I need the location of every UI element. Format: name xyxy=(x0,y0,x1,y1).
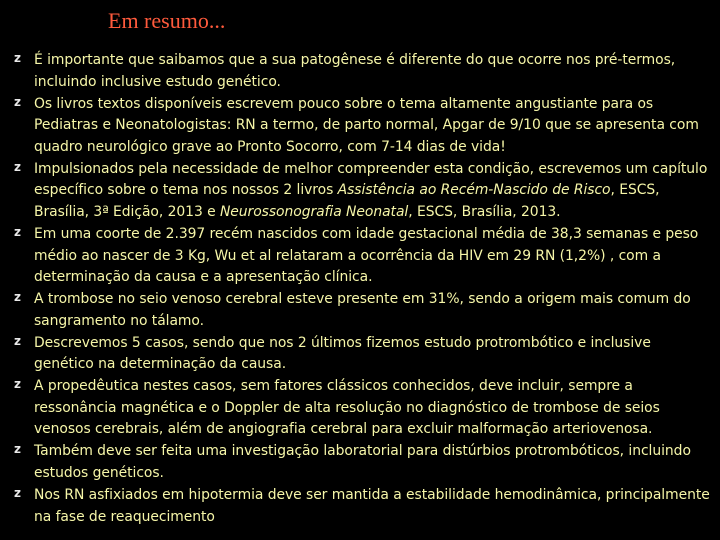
bullet-icon: z xyxy=(14,51,21,65)
bullet-list xyxy=(14,50,710,529)
bullet-item-9 xyxy=(14,485,710,528)
bullet-icon: z xyxy=(14,377,21,392)
bullet-text: Nos RN asfixiados em hipotermia deve ser mantida a estabilidade hemodinâmica, principalmente na fase de reaquecimento xyxy=(34,487,710,525)
bullet-item-5 xyxy=(14,289,710,332)
slide-title: Em resumo... xyxy=(108,8,226,33)
bullet-icon: z xyxy=(14,224,21,239)
book-title-1: Assistência ao Recém-Nascido de Risco xyxy=(337,182,611,199)
bullet-icon: z xyxy=(14,159,21,174)
bullet-text: É importante que saibamos que a sua patogênese é diferente do que ocorre nos pré-termos, incluindo inclusive estudo genético. xyxy=(34,52,676,90)
bullet-item-3 xyxy=(14,159,710,224)
book-title-2: Neurossonografia Neonatal xyxy=(219,203,409,220)
bullet-text-part: Impulsionados pela necessidade de melhor compreender esta condição, escrevemos um capítulo específico sobre o tema nos nossos 2 livros xyxy=(34,160,708,199)
bullet-item-6 xyxy=(14,333,710,376)
bullet-text: A propedêutica nestes casos, sem fatores clássicos conhecidos, deve incluir, sempre a ressonância magnética e o Doppler de alta resolução no diagnóstico de trombose de seios venosos cerebrais, além de angiografia cerebral para excluir malformação arteriovenosa. xyxy=(34,378,660,438)
bullet-text: Também deve ser feita uma investigação laboratorial para distúrbios protrombóticos, incluindo estudos genéticos. xyxy=(34,443,691,482)
bullet-icon: z xyxy=(14,333,21,348)
bullet-text xyxy=(34,159,710,224)
bullet-item-7 xyxy=(14,376,710,441)
bullet-icon: z xyxy=(14,290,21,305)
bullet-text: Os livros textos disponíveis escrevem pouco sobre o tema altamente angustiante para os Pediatras e Neonatologistas: RN a termo, de parto normal, Apgar de 9/10 que se apresenta com quadro neurológico grave ao Pronto Socorro, com 7-14 dias de vida! xyxy=(34,95,699,155)
bullet-text: Descrevemos 5 casos, sendo que nos 2 últimos fizemos estudo protrombótico e inclusive genético na determinação da causa. xyxy=(34,334,651,373)
bullet-item-8 xyxy=(14,441,710,484)
bullet-text-part: , ESCS, Brasília, 2013. xyxy=(408,203,561,220)
bullet-icon: z xyxy=(14,442,21,457)
bullet-icon: z xyxy=(14,486,21,500)
bullet-item-1 xyxy=(14,50,710,93)
bullet-text: Em uma coorte de 2.397 recém nascidos com idade gestacional média de 38,3 semanas e peso médio ao nascer de 3 Kg, Wu et al relataram a ocorrência da HIV em 29 RN (1,2%) , com a determinação da causa e a apresentação clínica. xyxy=(34,225,699,286)
bullet-icon: z xyxy=(14,94,21,109)
bullet-text: A trombose no seio venoso cerebral esteve presente em 31%, sendo a origem mais comum do sangramento no tálamo. xyxy=(34,291,691,329)
bullet-text-part: , ESCS, Brasília, 3ª Edição, 2013 e xyxy=(34,182,660,220)
bullet-item-2 xyxy=(14,94,710,159)
bullet-item-4 xyxy=(14,224,710,289)
